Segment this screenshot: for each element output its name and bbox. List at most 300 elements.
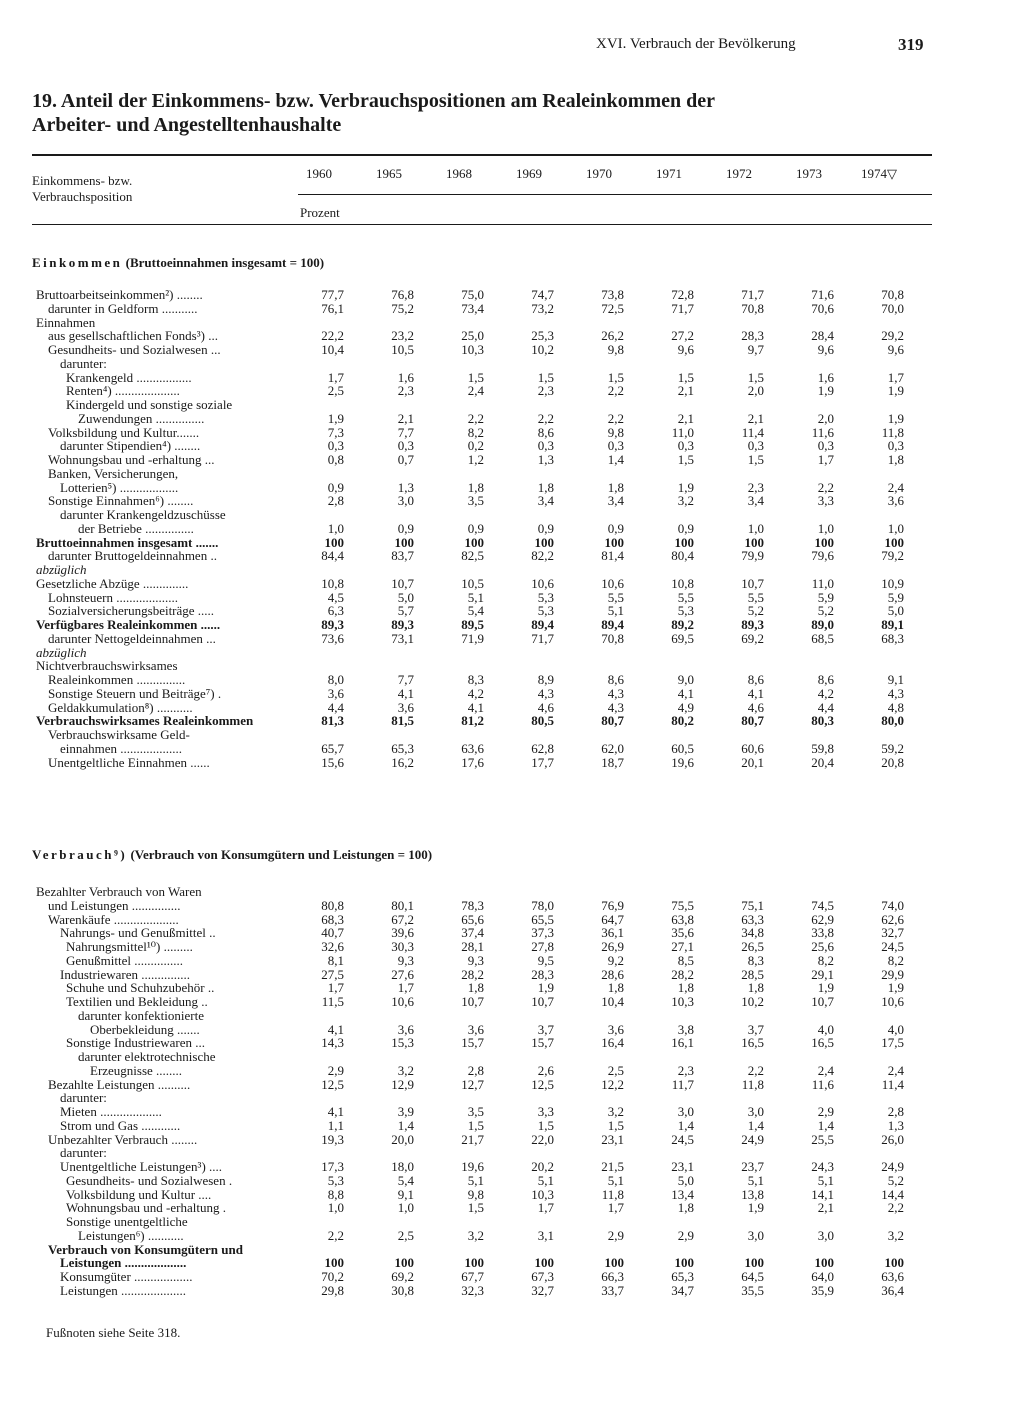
cell-value: 81,5 <box>391 713 414 729</box>
cell-value: 74,0 <box>881 897 904 913</box>
cell-value: 28,3 <box>531 966 554 982</box>
cell-value: 26,9 <box>601 939 624 954</box>
cell-value: 74,5 <box>811 897 834 913</box>
cell-value: 11,5 <box>321 994 344 1009</box>
cell-value: 5,2 <box>747 603 764 619</box>
cell-value: 10,5 <box>391 342 414 357</box>
cell-value: 26,2 <box>601 328 624 344</box>
cell-value: 1,5 <box>537 1117 554 1133</box>
cell-value: 0,8 <box>327 452 344 467</box>
cell-value: 1,5 <box>467 1200 484 1216</box>
cell-value: 1,0 <box>397 1200 414 1216</box>
cell-value: 73,6 <box>321 630 344 646</box>
section-title-main: Verbrauch⁹) <box>32 847 128 862</box>
cell-value: 89,0 <box>811 617 834 632</box>
cell-value: 2,8 <box>467 1062 484 1078</box>
cell-value: 10,7 <box>531 994 554 1009</box>
cell-value: 1,9 <box>537 980 554 996</box>
cell-value: 100 <box>884 534 904 550</box>
cell-value: 0,3 <box>607 438 624 454</box>
table-row <box>0 1077 1024 1092</box>
cell-value: 1,5 <box>607 1117 624 1133</box>
cell-value: 10,9 <box>881 575 904 591</box>
cell-value: 73,8 <box>601 287 624 302</box>
cell-value: 29,2 <box>881 328 904 344</box>
cell-value: 67,3 <box>531 1269 554 1284</box>
cell-value: 1,8 <box>607 980 624 996</box>
cell-value: 1,8 <box>677 980 694 996</box>
cell-value: 20,2 <box>531 1159 554 1174</box>
cell-value: 1,5 <box>467 369 484 385</box>
page-number: 319 <box>898 35 924 54</box>
cell-value: 0,9 <box>607 520 624 536</box>
cell-value: 3,7 <box>537 1021 554 1037</box>
row-label: Sozialversicherungsbeiträge ..... <box>48 603 215 619</box>
cell-value: 15,3 <box>391 1035 414 1051</box>
cell-value: 5,9 <box>887 589 904 605</box>
cell-value: 100 <box>604 534 624 550</box>
cell-value: 1,8 <box>467 479 484 495</box>
cell-value: 62,6 <box>881 911 904 927</box>
cell-value: 11,0 <box>811 575 834 591</box>
table-row <box>0 562 1024 577</box>
cell-value: 68,5 <box>811 630 834 646</box>
cell-value: 32,6 <box>321 939 344 954</box>
row-label: Wohnungsbau und -erhaltung ... <box>48 452 215 467</box>
cell-value: 27,1 <box>671 939 694 954</box>
table-row <box>0 1118 1024 1133</box>
cell-value: 9,8 <box>607 342 624 357</box>
cell-value: 8,9 <box>537 672 554 687</box>
cell-value: 71,7 <box>741 287 764 302</box>
cell-value: 13,8 <box>741 1186 764 1202</box>
cell-value: 1,7 <box>397 980 414 996</box>
table-row <box>0 672 1024 687</box>
cell-value: 70,0 <box>881 300 904 316</box>
cell-value: 5,5 <box>747 589 764 605</box>
row-label: Wohnungsbau und -erhaltung . <box>66 1200 226 1216</box>
cell-value: 10,6 <box>601 575 624 591</box>
cell-value: 10,7 <box>391 575 414 591</box>
cell-value: 8,3 <box>747 952 764 968</box>
cell-value: 34,7 <box>671 1282 694 1298</box>
cell-value: 3,6 <box>397 1021 414 1037</box>
cell-value: 10,7 <box>811 994 834 1009</box>
table-row <box>0 1173 1024 1188</box>
row-label: aus gesellschaftlichen Fonds³) ... <box>48 328 218 344</box>
table-row <box>0 1269 1024 1284</box>
cell-value: 1,6 <box>397 369 414 385</box>
cell-value: 16,5 <box>811 1035 834 1051</box>
cell-value: 30,8 <box>391 1282 414 1298</box>
cell-value: 25,6 <box>811 939 834 954</box>
cell-value: 1,9 <box>677 479 694 495</box>
cell-value: 1,4 <box>397 1117 414 1133</box>
cell-value: 23,2 <box>391 328 414 344</box>
table-row <box>0 1145 1024 1160</box>
table-row <box>0 1022 1024 1037</box>
stub-header <box>32 173 132 206</box>
cell-value: 8,5 <box>677 952 694 968</box>
cell-value: 35,5 <box>741 1282 764 1298</box>
cell-value: 5,1 <box>467 1172 484 1188</box>
cell-value: 70,6 <box>811 300 834 316</box>
cell-value: 25,0 <box>461 328 484 344</box>
table-row <box>0 1200 1024 1215</box>
cell-value: 33,7 <box>601 1282 624 1298</box>
year-header: 1968 <box>446 166 472 181</box>
cell-value: 3,9 <box>397 1104 414 1119</box>
cell-value: 4,0 <box>887 1021 904 1037</box>
table-row <box>0 603 1024 618</box>
cell-value: 12,5 <box>321 1076 344 1092</box>
cell-value: 15,7 <box>531 1035 554 1051</box>
table-row <box>0 980 1024 995</box>
cell-value: 24,9 <box>741 1131 764 1147</box>
cell-value: 14,1 <box>811 1186 834 1202</box>
cell-value: 4,2 <box>817 685 834 701</box>
cell-value: 3,4 <box>537 493 554 509</box>
row-label: Unentgeltliche Leistungen³) .... <box>60 1159 223 1174</box>
row-label: Genußmittel ............... <box>66 952 183 968</box>
cell-value: 20,4 <box>811 754 834 770</box>
cell-value: 3,3 <box>817 493 834 509</box>
cell-value: 2,9 <box>327 1062 344 1078</box>
cell-value: 1,9 <box>327 410 344 426</box>
cell-value: 20,1 <box>741 754 764 770</box>
cell-value: 8,3 <box>467 672 484 687</box>
cell-value: 1,5 <box>677 369 694 385</box>
row-label: darunter Krankengeldzuschüsse <box>60 507 226 522</box>
cell-value: 64,5 <box>741 1269 764 1284</box>
cell-value: 0,3 <box>677 438 694 454</box>
row-label: Einnahmen <box>36 314 96 330</box>
row-label: darunter: <box>60 1090 107 1106</box>
cell-value: 76,1 <box>321 300 344 316</box>
cell-value: 15,7 <box>461 1035 484 1051</box>
table-row <box>0 1063 1024 1078</box>
cell-value: 63,3 <box>741 911 764 927</box>
cell-value: 16,5 <box>741 1035 764 1051</box>
table-row <box>0 438 1024 453</box>
table-row <box>0 658 1024 673</box>
cell-value: 5,9 <box>817 589 834 605</box>
cell-value: 100 <box>604 1255 624 1271</box>
cell-value: 10,3 <box>461 342 484 357</box>
cell-value: 1,0 <box>747 520 764 536</box>
row-label: Volksbildung und Kultur .... <box>66 1186 212 1202</box>
row-label: darunter: <box>60 355 107 371</box>
cell-value: 1,4 <box>817 1117 834 1133</box>
section-title-main: Einkommen <box>32 255 123 270</box>
cell-value: 27,5 <box>321 966 344 982</box>
cell-value: 4,3 <box>887 685 904 701</box>
cell-value: 75,5 <box>671 897 694 913</box>
cell-value: 60,6 <box>741 740 764 756</box>
cell-value: 3,2 <box>887 1227 904 1243</box>
cell-value: 9,3 <box>467 952 484 968</box>
cell-value: 100 <box>884 1255 904 1271</box>
cell-value: 28,5 <box>741 966 764 982</box>
cell-value: 18,7 <box>601 754 624 770</box>
cell-value: 2,5 <box>397 1227 414 1243</box>
cell-value: 3,0 <box>397 493 414 509</box>
cell-value: 70,8 <box>881 287 904 302</box>
cell-value: 15,6 <box>321 754 344 770</box>
table-row <box>0 1187 1024 1202</box>
cell-value: 59,8 <box>811 740 834 756</box>
row-label: Leistungen ................... <box>60 1255 187 1271</box>
cell-value: 67,7 <box>461 1269 484 1284</box>
cell-value: 8,6 <box>817 672 834 687</box>
stub-header-line-1: Einkommens- bzw. <box>32 173 133 188</box>
cell-value: 2,2 <box>887 1200 904 1216</box>
cell-value: 0,9 <box>327 479 344 495</box>
cell-value: 3,6 <box>607 1021 624 1037</box>
cell-value: 100 <box>534 534 554 550</box>
cell-value: 89,3 <box>321 617 344 632</box>
cell-value: 1,5 <box>607 369 624 385</box>
cell-value: 23,1 <box>671 1159 694 1174</box>
cell-value: 12,9 <box>391 1076 414 1092</box>
cell-value: 1,8 <box>677 1200 694 1216</box>
cell-value: 24,9 <box>881 1159 904 1174</box>
table-row <box>0 452 1024 467</box>
table-row <box>0 493 1024 508</box>
cell-value: 2,2 <box>537 410 554 426</box>
row-label: darunter elektrotechnische <box>78 1049 216 1064</box>
cell-value: 0,9 <box>537 520 554 536</box>
row-label: darunter: <box>60 1145 107 1161</box>
table-row <box>0 1242 1024 1257</box>
cell-value: 2,3 <box>747 479 764 495</box>
cell-value: 80,0 <box>881 713 904 729</box>
cell-value: 32,3 <box>461 1282 484 1298</box>
cell-value: 100 <box>674 1255 694 1271</box>
row-label: Oberbekleidung ....... <box>90 1021 200 1037</box>
cell-value: 24,5 <box>881 939 904 954</box>
cell-value: 27,6 <box>391 966 414 982</box>
cell-value: 3,4 <box>607 493 624 509</box>
cell-value: 24,5 <box>671 1131 694 1147</box>
cell-value: 1,5 <box>747 452 764 467</box>
cell-value: 11,4 <box>881 1076 904 1092</box>
table-row <box>0 741 1024 756</box>
cell-value: 5,3 <box>537 603 554 619</box>
cell-value: 0,7 <box>397 452 414 467</box>
cell-value: 12,2 <box>601 1076 624 1092</box>
cell-value: 2,6 <box>537 1062 554 1078</box>
cell-value: 2,1 <box>677 410 694 426</box>
cell-value: 72,8 <box>671 287 694 302</box>
cell-value: 10,2 <box>531 342 554 357</box>
cell-value: 80,2 <box>671 713 694 729</box>
table-row <box>0 411 1024 426</box>
cell-value: 7,3 <box>327 424 344 440</box>
cell-value: 1,9 <box>887 410 904 426</box>
cell-value: 75,2 <box>391 300 414 316</box>
cell-value: 0,3 <box>397 438 414 454</box>
cell-value: 76,9 <box>601 897 624 913</box>
cell-value: 5,7 <box>397 603 414 619</box>
cell-value: 4,9 <box>677 699 694 715</box>
row-label: Nahrungsmittel¹⁰) ......... <box>66 939 193 954</box>
cell-value: 3,7 <box>747 1021 764 1037</box>
table-row <box>0 994 1024 1009</box>
cell-value: 3,3 <box>537 1104 554 1119</box>
cell-value: 9,6 <box>677 342 694 357</box>
cell-value: 5,0 <box>677 1172 694 1188</box>
cell-value: 84,4 <box>321 548 344 564</box>
cell-value: 1,9 <box>887 383 904 399</box>
table-row <box>0 342 1024 357</box>
cell-value: 2,4 <box>887 479 904 495</box>
cell-value: 0,3 <box>817 438 834 454</box>
cell-value: 8,1 <box>327 952 344 968</box>
table-row <box>0 383 1024 398</box>
row-label: Gesetzliche Abzüge .............. <box>36 575 189 591</box>
cell-value: 8,6 <box>747 672 764 687</box>
cell-value: 1,0 <box>887 520 904 536</box>
cell-value: 36,1 <box>601 925 624 941</box>
cell-value: 8,2 <box>817 952 834 968</box>
row-label: Verbrauch von Konsumgütern und <box>48 1241 243 1257</box>
footnote: Fußnoten siehe Seite 318. <box>46 1325 181 1340</box>
cell-value: 89,4 <box>601 617 624 632</box>
row-label: und Leistungen ............... <box>48 897 181 913</box>
cell-value: 2,1 <box>677 383 694 399</box>
table-row <box>0 315 1024 330</box>
cell-value: 2,8 <box>887 1104 904 1119</box>
cell-value: 2,5 <box>327 383 344 399</box>
cell-value: 18,0 <box>391 1159 414 1174</box>
cell-value: 1,9 <box>817 980 834 996</box>
cell-value: 3,0 <box>747 1104 764 1119</box>
cell-value: 28,6 <box>601 966 624 982</box>
row-label: Sonstige Einnahmen⁶) ........ <box>48 493 194 509</box>
cell-value: 89,4 <box>531 617 554 632</box>
cell-value: 2,1 <box>747 410 764 426</box>
cell-value: 0,3 <box>747 438 764 454</box>
cell-value: 65,3 <box>391 740 414 756</box>
table-row <box>0 328 1024 343</box>
cell-value: 5,1 <box>607 603 624 619</box>
cell-value: 5,3 <box>327 1172 344 1188</box>
cell-value: 10,6 <box>881 994 904 1009</box>
cell-value: 70,8 <box>601 630 624 646</box>
cell-value: 0,9 <box>467 520 484 536</box>
cell-value: 63,8 <box>671 911 694 927</box>
table-row <box>0 356 1024 371</box>
table-row <box>0 397 1024 412</box>
cell-value: 6,3 <box>327 603 344 619</box>
table-row <box>0 507 1024 522</box>
row-label: darunter Stipendien⁴) ........ <box>60 438 201 454</box>
cell-value: 4,1 <box>747 685 764 701</box>
cell-value: 2,4 <box>467 383 484 399</box>
cell-value: 1,4 <box>747 1117 764 1133</box>
cell-value: 39,6 <box>391 925 414 941</box>
cell-value: 62,8 <box>531 740 554 756</box>
row-label: darunter Nettogeldeinnahmen ... <box>48 630 216 646</box>
cell-value: 77,7 <box>321 287 344 302</box>
cell-value: 2,0 <box>747 383 764 399</box>
cell-value: 100 <box>814 1255 834 1271</box>
cell-value: 5,0 <box>887 603 904 619</box>
cell-value: 2,4 <box>817 1062 834 1078</box>
cell-value: 65,3 <box>671 1269 694 1284</box>
cell-value: 80,7 <box>741 713 764 729</box>
cell-value: 4,8 <box>887 699 904 715</box>
row-label: Verfügbares Realeinkommen ...... <box>36 617 221 632</box>
cell-value: 9,0 <box>677 672 694 687</box>
cell-value: 10,8 <box>321 575 344 591</box>
cell-value: 4,3 <box>607 685 624 701</box>
cell-value: 32,7 <box>531 1282 554 1298</box>
cell-value: 80,7 <box>601 713 624 729</box>
table-title: 19. Anteil der Einkommens- bzw. Verbrauchspositionen am Realeinkommen der Arbeiter- und Angestelltenhaushalte <box>32 90 715 136</box>
cell-value: 1,5 <box>677 452 694 467</box>
cell-value: 10,4 <box>601 994 624 1009</box>
cell-value: 68,3 <box>321 911 344 927</box>
cell-value: 89,3 <box>391 617 414 632</box>
cell-value: 8,8 <box>327 1186 344 1202</box>
cell-value: 23,7 <box>741 1159 764 1174</box>
cell-value: 3,6 <box>327 685 344 701</box>
cell-value: 2,3 <box>397 383 414 399</box>
cell-value: 75,1 <box>741 897 764 913</box>
cell-value: 100 <box>744 1255 764 1271</box>
section-title <box>32 847 432 863</box>
year-header: 1965 <box>376 166 402 181</box>
table-row <box>0 713 1024 728</box>
cell-value: 5,1 <box>747 1172 764 1188</box>
cell-value: 73,4 <box>461 300 484 316</box>
cell-value: 3,2 <box>467 1227 484 1243</box>
cell-value: 62,9 <box>811 911 834 927</box>
year-header: 1960 <box>306 166 332 181</box>
cell-value: 63,6 <box>881 1269 904 1284</box>
cell-value: 4,6 <box>747 699 764 715</box>
cell-value: 2,9 <box>677 1227 694 1243</box>
cell-value: 100 <box>814 534 834 550</box>
row-label: Mieten ................... <box>60 1104 162 1119</box>
table-row <box>0 1255 1024 1270</box>
row-label: Nahrungs- und Genußmittel .. <box>60 925 216 941</box>
cell-value: 2,2 <box>467 410 484 426</box>
table-row <box>0 1104 1024 1119</box>
row-label: Lotterien⁵) .................. <box>60 479 179 495</box>
cell-value: 78,3 <box>461 897 484 913</box>
cell-value: 28,2 <box>671 966 694 982</box>
cell-value: 4,3 <box>537 685 554 701</box>
cell-value: 100 <box>744 534 764 550</box>
cell-value: 28,3 <box>741 328 764 344</box>
row-label: der Betriebe ............... <box>78 520 194 536</box>
cell-value: 1,0 <box>327 1200 344 1216</box>
cell-value: 10,5 <box>461 575 484 591</box>
table-row <box>0 953 1024 968</box>
cell-value: 89,1 <box>881 617 904 632</box>
cell-value: 27,8 <box>531 939 554 954</box>
cell-value: 2,5 <box>607 1062 624 1078</box>
table-row <box>0 466 1024 481</box>
table-row <box>0 1035 1024 1050</box>
cell-value: 1,4 <box>677 1117 694 1133</box>
cell-value: 81,4 <box>601 548 624 564</box>
cell-value: 1,2 <box>467 452 484 467</box>
row-label: darunter konfektionierte <box>78 1007 204 1023</box>
